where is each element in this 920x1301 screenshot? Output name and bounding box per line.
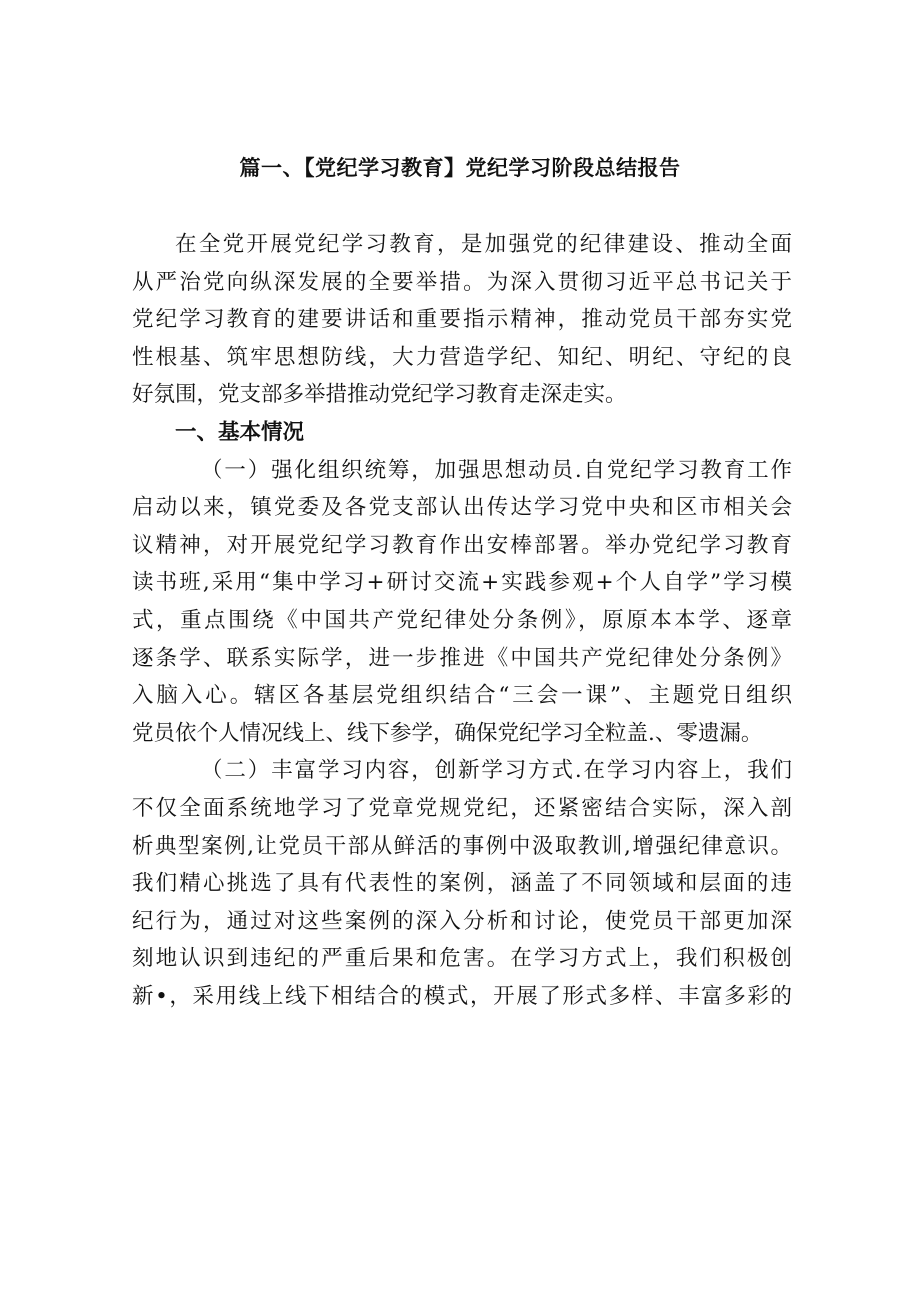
paragraph-line: 新•，采用线上线下相结合的模式，开展了形式多样、丰富多彩的 (132, 983, 792, 1009)
paragraph-line: 党员依个人情况线上、线下参学，确保党纪学习全粒盖.、零遗漏。 (132, 720, 763, 746)
paragraph-line: 不仅全面系统地学习了党章党规党纪，还紧密结合实际，深入剖 (132, 795, 792, 821)
paragraph-line: 纪行为，通过对这些案例的深入分析和讨论，使党员干部更加深 (132, 908, 792, 934)
paragraph-line: 读书班,采用“集中学习+研讨交流+实践参观+个人自学”学习模 (132, 570, 792, 596)
paragraph-line: 在全党开展党纪学习教育，是加强党的纪律建设、推动全面 (175, 232, 792, 257)
paragraph-content (132, 752, 792, 1015)
paragraph-line: （二）丰富学习内容，创新学习方式.在学习内容上，我们 (201, 758, 792, 784)
document-title: 篇一、【党纪学习教育】党纪学习阶段总结报告 (239, 156, 681, 180)
paragraph-line: 从严治党向纵深发展的全要举措。为深入贯彻习近平总书记关于 (132, 269, 792, 295)
section-heading: 一、基本情况 (175, 419, 305, 445)
paragraph-line: （一）强化组织统筹，加强思想动员.自党纪学习教育工作 (201, 457, 792, 483)
paragraph-line: 入脑入心。辖区各基层党组织结合“三会一课”、主题党日组织 (132, 683, 792, 709)
paragraph-line: 我们精心挑选了具有代表性的案例，涵盖了不同领域和层面的违 (132, 871, 792, 897)
document-body (132, 226, 792, 1015)
paragraph-line: 党纪学习教育的建要讲话和重要指示精神，推动党员干部夯实党 (132, 307, 792, 333)
paragraph-line: 性根基、筑牢思想防线，大力营造学纪、知纪、明纪、守纪的良 (132, 344, 792, 370)
paragraph-intro (132, 226, 792, 414)
paragraph-line: 好氛围，党支部多举措推动党纪学习教育走深走实。 (132, 382, 627, 408)
paragraph-line: 逐条学、联系实际学，进一步推进《中国共产党纪律处分条例》 (132, 645, 792, 671)
paragraph-line: 式，重点围绕《中国共产党纪律处分条例》，原原本本学、逐章 (132, 607, 792, 633)
paragraph-organization (132, 452, 792, 753)
paragraph-line: 启动以来，镇党委及各党支部认出传达学习党中央和区市相关会 (132, 495, 792, 521)
paragraph-line: 析典型案例,让党员干部从鲜活的事例中汲取教训,增强纪律意识。 (132, 833, 792, 859)
paragraph-line: 议精神，对开展党纪学习教育作出安棒部署。举办党纪学习教育 (132, 532, 792, 558)
paragraph-line: 刻地认识到违纪的严重后果和危害。在学习方式上，我们积极创 (132, 946, 792, 972)
